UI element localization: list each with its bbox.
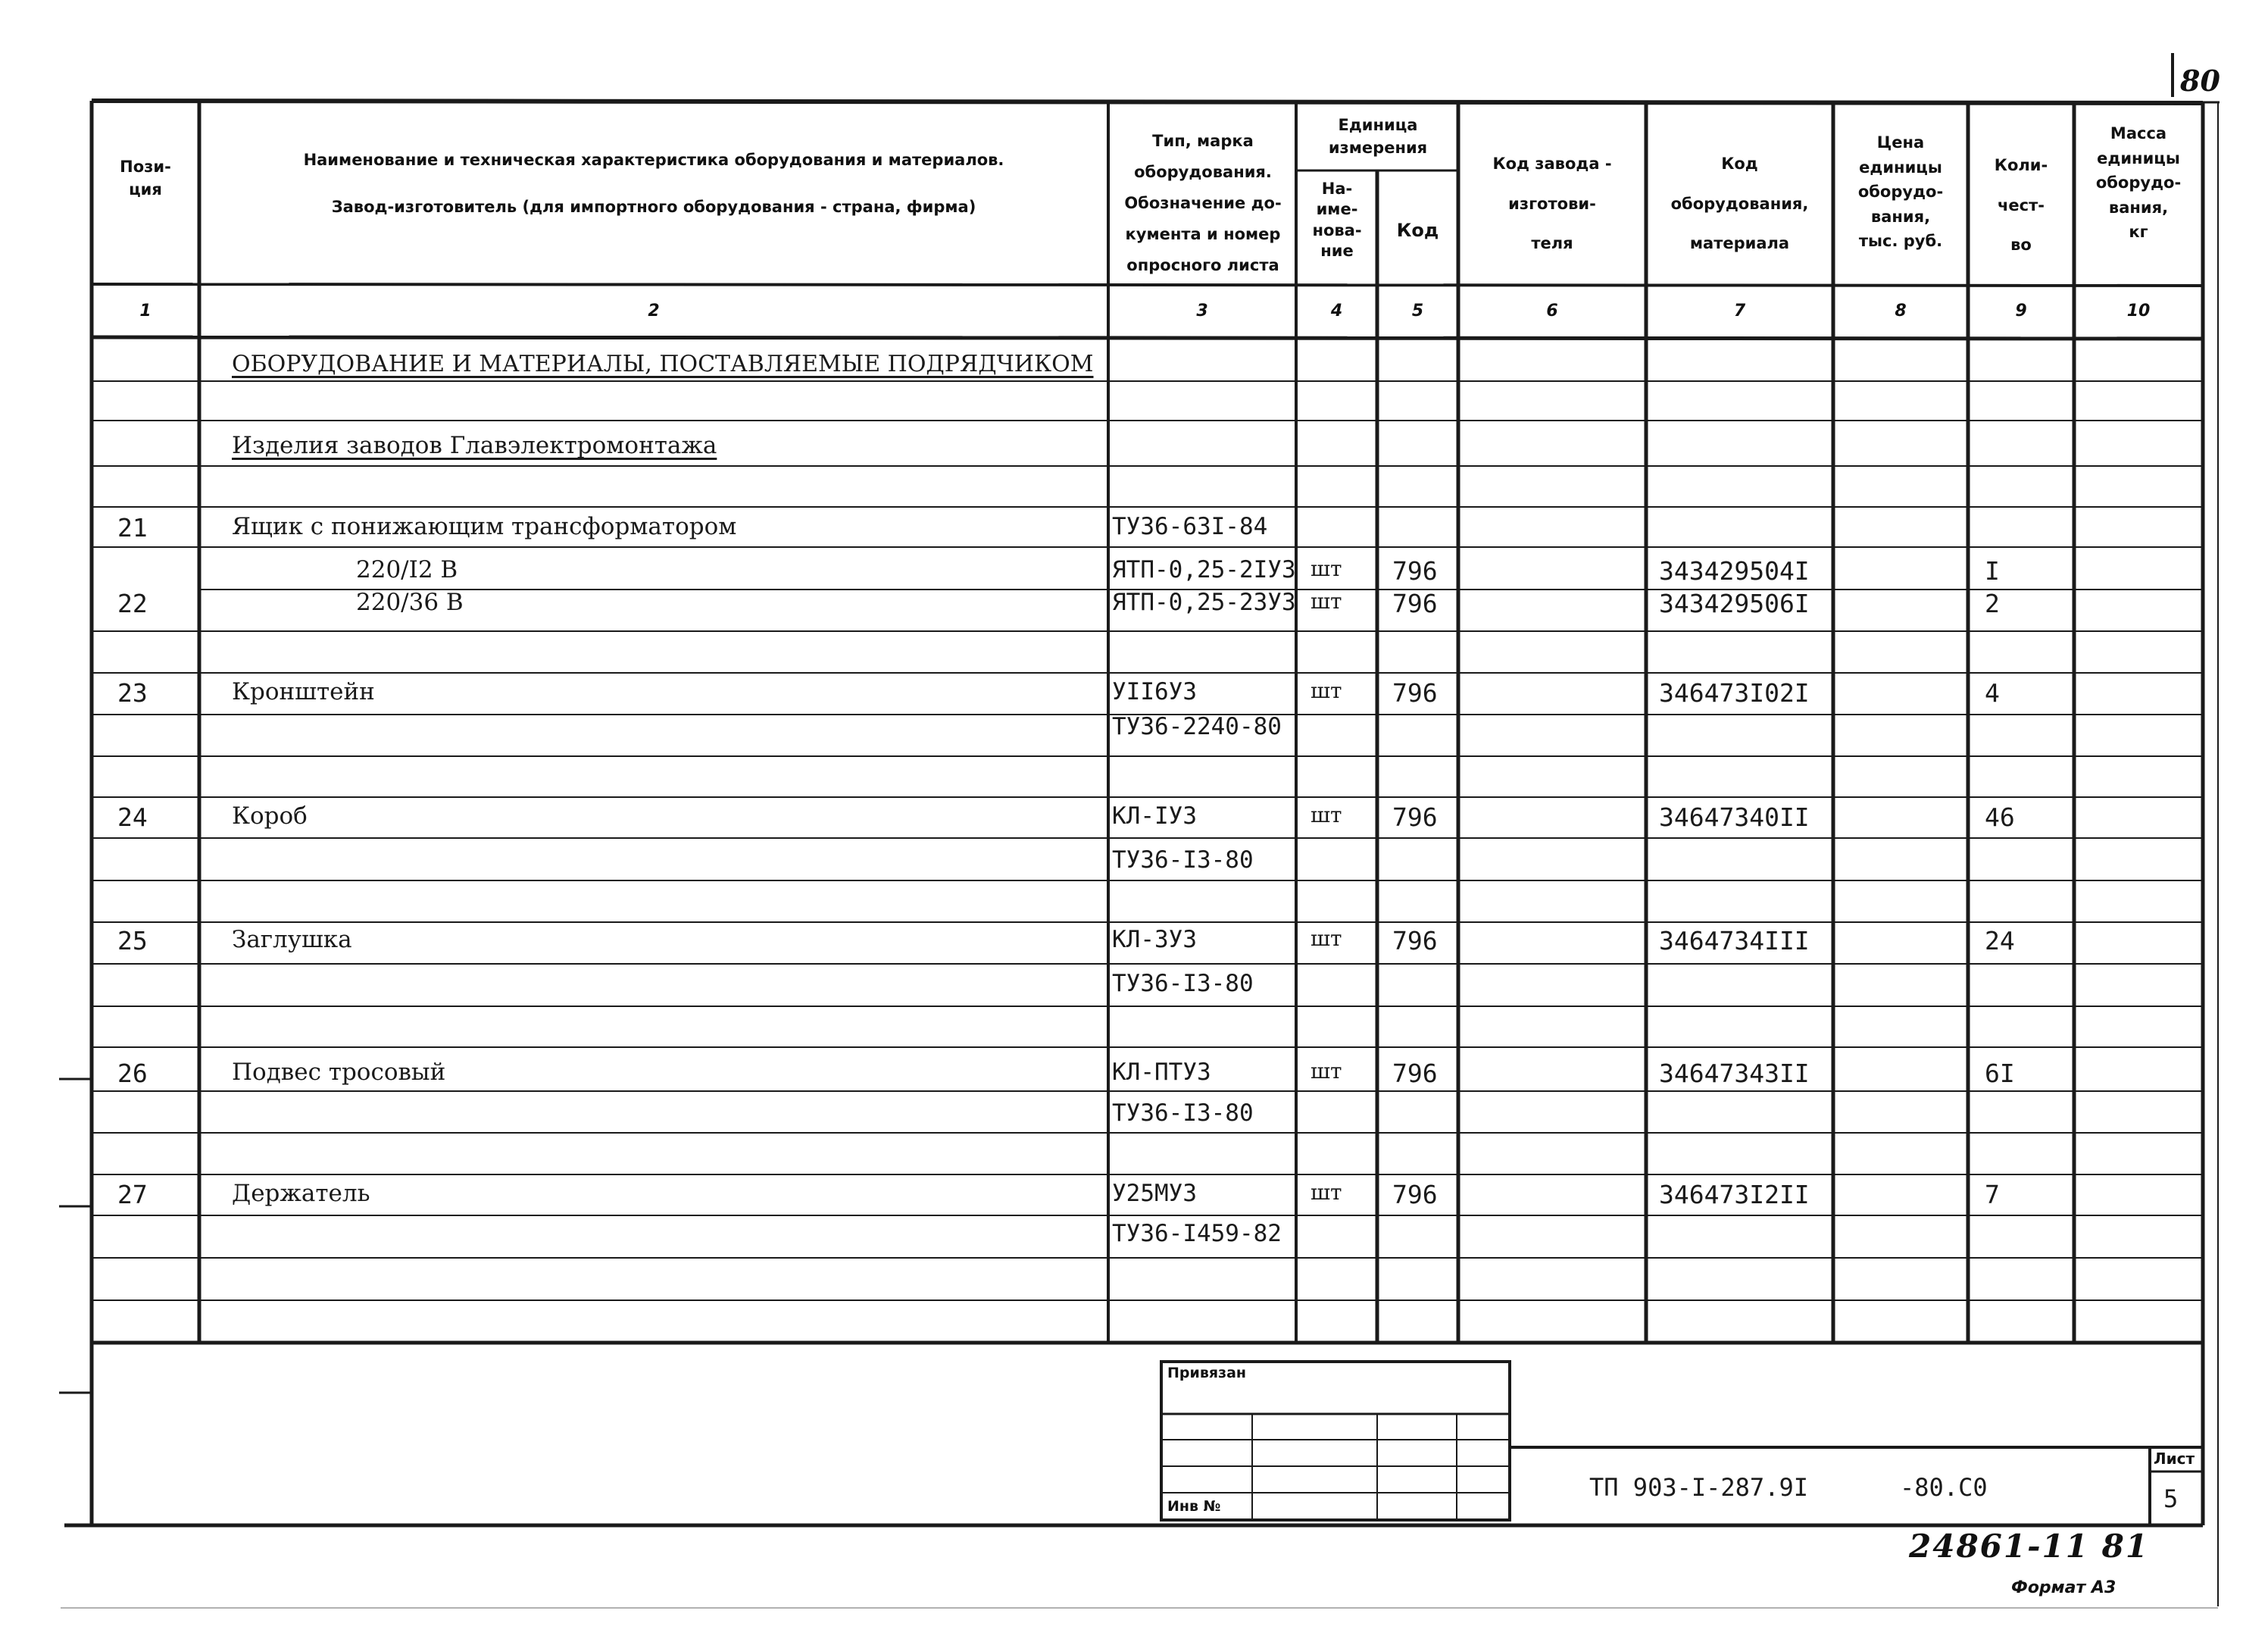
row-equipment-code: 343429504I: [1659, 556, 1810, 586]
row-unit: шт: [1311, 589, 1342, 614]
row-type: УII6УЗ: [1112, 678, 1197, 705]
row-position: 26: [117, 1059, 148, 1088]
header-unit-code: Код: [1396, 220, 1439, 241]
format-label: Формат А3: [2011, 1578, 2116, 1597]
row-type: КЛ-3УЗ: [1112, 926, 1197, 953]
header-type: Тип, марка оборудования. Обозначение до- кумента и номер опросного листа: [1124, 132, 1282, 274]
row-type: ТУ36-I3-80: [1112, 970, 1254, 997]
row-type: ЯТП-0,25-2IУЗ: [1112, 556, 1296, 583]
column-number-6: 6: [1546, 302, 1558, 321]
row-quantity: 4: [1985, 678, 2000, 708]
row-equipment-code: 3464734III: [1659, 926, 1810, 955]
row-name: Заглушка: [232, 926, 352, 953]
row-unit-code: 796: [1392, 589, 1438, 618]
column-number-3: 3: [1196, 302, 1208, 321]
row-unit-code: 796: [1392, 1059, 1438, 1088]
sheet-label: Лист: [2154, 1450, 2195, 1468]
header-unit-group: Единица измерения: [1328, 116, 1428, 158]
document-code: ТП 903-I-287.9I: [1589, 1473, 1808, 1502]
row-quantity: 46: [1985, 802, 2015, 832]
column-number-5: 5: [1411, 302, 1424, 321]
row-name: Держатель: [232, 1180, 370, 1207]
section-subtitle: Изделия заводов Главэлектромонтажа: [232, 432, 717, 459]
header-mass: Масса единицы оборудо- вания, кг: [2095, 124, 2182, 242]
row-equipment-code: 34647340II: [1659, 802, 1810, 832]
row-type: У25МУЗ: [1112, 1180, 1197, 1207]
column-number-9: 9: [2015, 302, 2027, 321]
section-title: ОБОРУДОВАНИЕ И МАТЕРИАЛЫ, ПОСТАВЛЯЕМЫЕ ПОДРЯДЧИКОМ: [232, 351, 1094, 377]
row-position: 27: [117, 1180, 148, 1209]
row-unit: шт: [1311, 926, 1342, 951]
row-unit-code: 796: [1392, 802, 1438, 832]
archive-number: 24861-11 81: [1909, 1528, 2150, 1565]
row-name: Подвес тросовый: [232, 1059, 446, 1086]
row-unit: шт: [1311, 802, 1342, 827]
row-type: ЯТП-0,25-23УЗ: [1112, 589, 1296, 616]
row-type: ТУ36-2240-80: [1112, 713, 1282, 740]
row-name: Кронштейн: [232, 678, 375, 705]
row-unit: шт: [1311, 1180, 1342, 1205]
row-type: КЛ-IУЗ: [1112, 802, 1197, 830]
sheet-number: 5: [2163, 1484, 2179, 1513]
row-type: ТУ36-63I-84: [1112, 513, 1268, 540]
row-equipment-code: 346473I02I: [1659, 678, 1810, 708]
document-suffix: -80.С0: [1900, 1473, 1988, 1502]
header-equipment-code: Код оборудования, материала: [1670, 155, 1809, 252]
row-name: 220/I2 В: [356, 556, 458, 583]
row-position: 21: [117, 513, 148, 543]
column-number-7: 7: [1733, 302, 1746, 321]
row-quantity: 6I: [1985, 1059, 2015, 1088]
row-unit: шт: [1311, 678, 1342, 703]
header-position: Пози- ция: [120, 158, 171, 199]
row-equipment-code: 34647343II: [1659, 1059, 1810, 1088]
row-equipment-code: 343429506I: [1659, 589, 1810, 618]
header-name-line1: Наименование и техническая характеристика оборудования и материалов.: [303, 151, 1004, 169]
row-unit: шт: [1311, 1059, 1342, 1084]
row-unit-code: 796: [1392, 1180, 1438, 1209]
header-price: Цена единицы оборудо- вания, тыс. руб.: [1857, 133, 1944, 251]
row-type: ТУ36-I3-80: [1112, 846, 1254, 874]
row-position: 22: [117, 589, 148, 618]
row-quantity: 24: [1985, 926, 2015, 955]
row-unit-code: 796: [1392, 926, 1438, 955]
header-quantity: Коли- чест- во: [1994, 156, 2048, 254]
header-name-line2: Завод-изготовитель (для импортного оборудования - страна, фирма): [331, 198, 976, 216]
row-type: ТУ36-I3-80: [1112, 1099, 1254, 1127]
stamp-inventory-number: Инв №: [1167, 1498, 1221, 1515]
column-number-4: 4: [1330, 302, 1343, 321]
row-position: 24: [117, 802, 148, 832]
row-unit-code: 796: [1392, 678, 1438, 708]
row-type: ТУ36-I459-82: [1112, 1220, 1282, 1247]
row-position: 25: [117, 926, 148, 955]
header-unit-name: На- име- нова- ние: [1312, 180, 1362, 260]
column-number-2: 2: [648, 302, 660, 321]
row-name: Короб: [232, 802, 308, 830]
row-quantity: 7: [1985, 1180, 2000, 1209]
column-number-8: 8: [1895, 302, 1907, 321]
row-equipment-code: 346473I2II: [1659, 1180, 1810, 1209]
row-unit-code: 796: [1392, 556, 1438, 586]
row-position: 23: [117, 678, 148, 708]
page-number: 80: [2180, 64, 2220, 98]
row-quantity: 2: [1985, 589, 2000, 618]
column-number-1: 1: [139, 302, 152, 321]
column-number-10: 10: [2126, 302, 2151, 321]
row-unit: шт: [1311, 556, 1342, 581]
header-maker-code: Код завода - изготови- теля: [1492, 155, 1612, 252]
row-quantity: I: [1985, 556, 2000, 586]
stamp-privyazan: Привязан: [1167, 1365, 1247, 1381]
row-name: 220/36 В: [356, 589, 464, 616]
row-name: Ящик с понижающим трансформатором: [232, 513, 737, 540]
row-type: КЛ-ПТУЗ: [1112, 1059, 1211, 1086]
